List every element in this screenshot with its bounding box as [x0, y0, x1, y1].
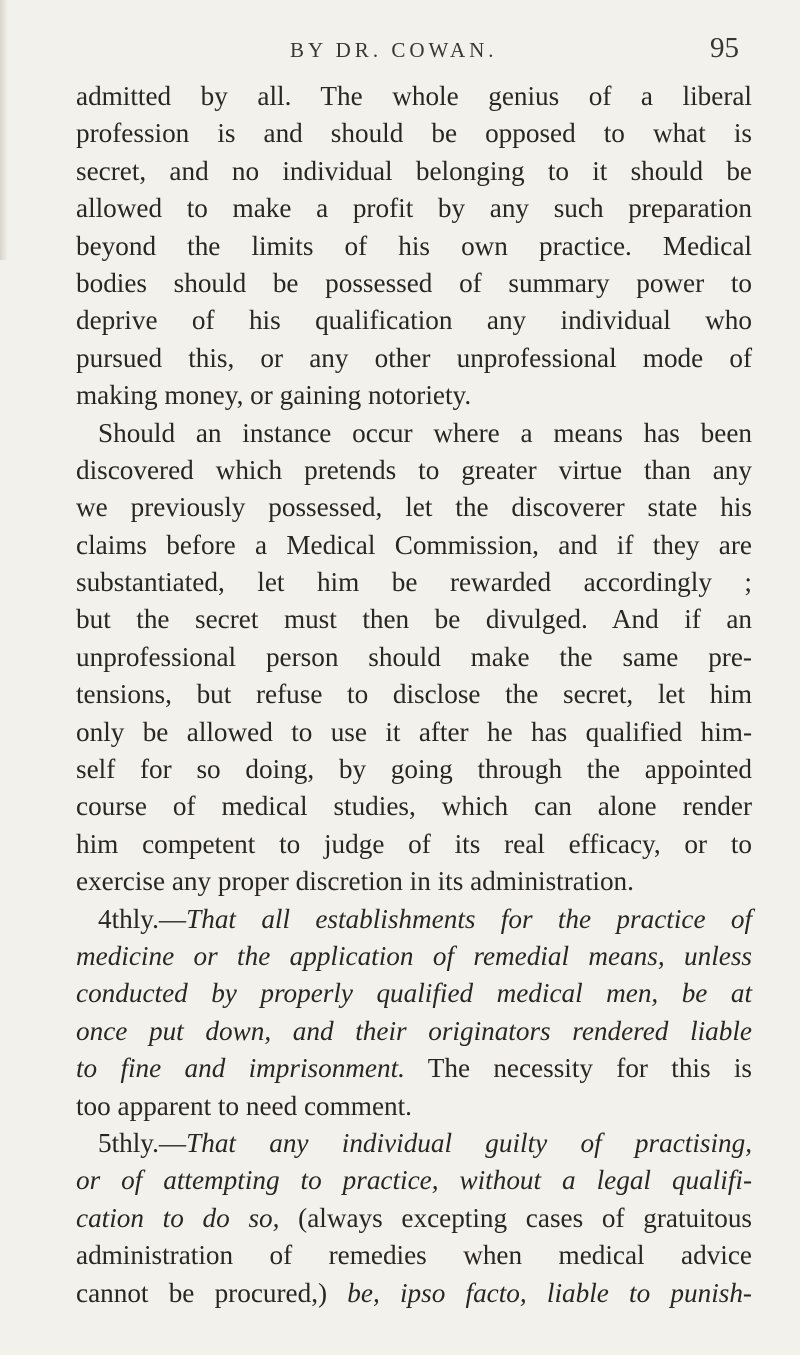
text-line: bodies should be possessed of summary power to [76, 267, 752, 298]
item-4-italic: once put down, and their originators rendered liable [76, 1015, 752, 1046]
item-4-lead: 4thly. [98, 903, 159, 934]
item-4-line [76, 1050, 752, 1087]
item-5-italic: That any individual guilty of practising, [186, 1127, 752, 1158]
text-line: him competent to judge of its real efficacy, or to [76, 828, 752, 859]
text-line: exercise any proper discretion in its administration. [76, 866, 634, 897]
item-4-italic: That all establishments for the practice of [186, 903, 752, 934]
running-title: BY DR. COWAN. [290, 38, 498, 62]
page-number: 95 [710, 32, 739, 64]
text-line: claims before a Medical Commission, and if they are [76, 529, 752, 560]
item-4-italic: to fine and imprisonment. [76, 1053, 405, 1084]
item-5-line [76, 1125, 752, 1162]
item-5-italic: or of attempting to practice, without a legal qualifi- [76, 1165, 752, 1196]
item-5-line [76, 1200, 752, 1237]
text-line: Should an instance occur where a means has been [98, 417, 752, 448]
text-line: course of medical studies, which can alone render [76, 791, 752, 822]
item-5-line [76, 1275, 752, 1312]
item-4-line: too apparent to need comment. [76, 1090, 412, 1121]
text-line: self for so doing, by going through the appointed [76, 754, 752, 785]
item-4-text: The necessity for this is [404, 1053, 752, 1084]
item-5-italic: cation to do so, [76, 1202, 280, 1233]
text-line: admitted by all. The whole genius of a liberal [76, 81, 752, 111]
running-head [0, 30, 800, 70]
text-line: pursued this, or any other unprofessional mode of [76, 342, 752, 373]
em-dash: — [158, 903, 187, 934]
text-line: we previously possessed, let the discoverer state his [76, 492, 752, 523]
text-line: allowed to make a profit by any such preparation [76, 193, 752, 224]
item-4-line [76, 1013, 752, 1050]
text-line: making money, or gaining notoriety. [76, 380, 472, 411]
text-line: beyond the limits of his own practice. Medical [76, 230, 752, 261]
item-4-line [76, 901, 752, 938]
text-line: unprofessional person should make the same pre- [76, 641, 752, 672]
item-5-line: administration of remedies when medical advice [76, 1240, 752, 1271]
item-4-italic: conducted by properly qualified medical men, be at [76, 978, 752, 1009]
item-4-italic: medicine or the application of remedial means, unless [76, 940, 752, 971]
text-line: deprive of his qualification any individual who [76, 305, 752, 336]
item-4-line [76, 938, 752, 975]
text-line: secret, and no individual belonging to it should be [76, 155, 752, 186]
body-text [76, 78, 752, 1312]
text-line: tensions, but refuse to disclose the secret, let him [76, 679, 752, 710]
item-4-line [76, 975, 752, 1012]
item-5-lead: 5thly. [98, 1127, 159, 1158]
item-5-italic: be, ipso facto, liable to punish- [327, 1277, 752, 1308]
item-5-text: (always excepting cases of gratuitous [279, 1202, 752, 1233]
text-line: only be allowed to use it after he has qualified him- [76, 716, 752, 747]
item-5-text: cannot be procured,) [76, 1277, 328, 1308]
text-line: profession is and should be opposed to what is [76, 118, 752, 149]
text-line: substantiated, let him be rewarded accordingly ; [76, 567, 752, 598]
em-dash: — [158, 1127, 187, 1158]
text-line: but the secret must then be divulged. And if an [76, 604, 752, 635]
text-line: discovered which pretends to greater virtue than any [76, 454, 752, 485]
item-5-line [76, 1162, 752, 1199]
